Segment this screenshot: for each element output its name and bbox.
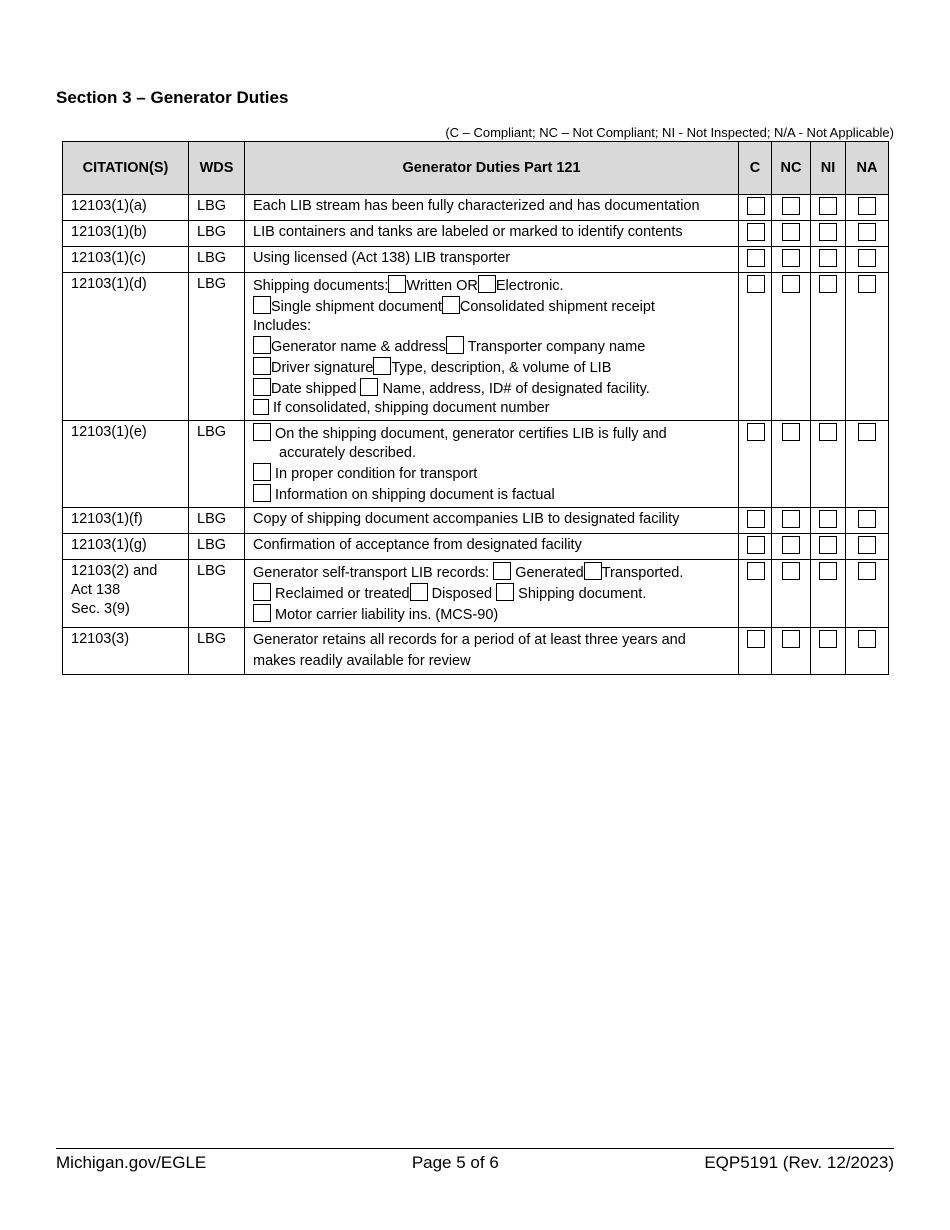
compliant-checkbox[interactable] [747,197,765,215]
compliant-checkbox[interactable] [747,536,765,554]
table-row [63,273,889,421]
electronic-label: Electronic. [495,278,564,294]
mcs90-label: Motor carrier liability ins. (MCS-90) [275,607,499,623]
duty-cell [245,421,739,508]
not-inspected-checkbox[interactable] [819,197,837,215]
header-citations: CITATION(S) [63,142,189,195]
duty-cell: Generator retains all records for a period of at least three years and makes readily available for review [245,628,739,675]
header-c: C [739,142,772,195]
not-applicable-checkbox[interactable] [858,249,876,267]
header-nc: NC [772,142,811,195]
consolidated-receipt-label: Consolidated shipment receipt [459,299,655,315]
duty-cell: LIB containers and tanks are labeled or marked to identify contents [245,221,739,247]
wds-cell: LBG [189,273,245,421]
not-inspected-checkbox[interactable] [819,510,837,528]
not-applicable-checkbox[interactable] [858,510,876,528]
not-applicable-checkbox[interactable] [858,536,876,554]
citation-cell: 12103(3) [63,628,189,675]
citation-cell: 12103(1)(a) [63,195,189,221]
wds-cell: LBG [189,628,245,675]
citation-cell: 12103(1)(d) [63,273,189,421]
info-factual-checkbox[interactable] [253,484,271,502]
transporter-name-label: Transporter company name [467,339,646,355]
table-row [63,195,889,221]
wds-cell: LBG [189,560,245,628]
driver-signature-label: Driver signature [271,360,374,376]
not-applicable-checkbox[interactable] [858,630,876,648]
citation-line: Sec. 3(9) [71,601,130,617]
compliant-checkbox[interactable] [747,630,765,648]
mcs90-checkbox[interactable] [253,604,271,622]
written-checkbox[interactable] [388,275,406,293]
shipping-documents-label: Shipping documents: [253,278,389,294]
generated-label: Generated [515,565,584,581]
not-inspected-checkbox[interactable] [819,249,837,267]
not-inspected-checkbox[interactable] [819,630,837,648]
table-row [63,421,889,508]
table-row [63,221,889,247]
table-row [63,508,889,534]
not-compliant-checkbox[interactable] [782,423,800,441]
certifies-lib-label: On the shipping document, generator certifies LIB is fully and [275,426,667,442]
written-label: Written OR [406,278,478,294]
compliant-checkbox[interactable] [747,423,765,441]
reclaimed-label: Reclaimed or treated [275,586,410,602]
not-applicable-checkbox[interactable] [858,197,876,215]
type-volume-label: Type, description, & volume of LIB [391,360,612,376]
citation-cell [63,560,189,628]
wds-cell: LBG [189,247,245,273]
not-inspected-checkbox[interactable] [819,275,837,293]
compliant-checkbox[interactable] [747,249,765,267]
designated-facility-checkbox[interactable] [360,378,378,396]
shipping-document-label: Shipping document. [518,586,647,602]
not-inspected-checkbox[interactable] [819,562,837,580]
duty-cell: Confirmation of acceptance from designated facility [245,534,739,560]
not-compliant-checkbox[interactable] [782,630,800,648]
section-title: Section 3 – Generator Duties [56,88,289,107]
wds-cell: LBG [189,195,245,221]
citation-cell: 12103(1)(c) [63,247,189,273]
single-shipment-checkbox[interactable] [253,296,271,314]
header-ni: NI [811,142,846,195]
generator-duties-table [62,141,889,675]
wds-cell: LBG [189,534,245,560]
generator-name-label: Generator name & address [271,339,446,355]
not-compliant-checkbox[interactable] [782,197,800,215]
not-compliant-checkbox[interactable] [782,562,800,580]
duty-cell: Copy of shipping document accompanies LIB to designated facility [245,508,739,534]
not-inspected-checkbox[interactable] [819,536,837,554]
compliant-checkbox[interactable] [747,510,765,528]
single-shipment-label: Single shipment document [271,299,442,315]
table-row [63,560,889,628]
footer-website: Michigan.gov/EGLE [56,1153,207,1172]
proper-condition-label: In proper condition for transport [275,466,478,482]
duty-cell: Using licensed (Act 138) LIB transporter [245,247,739,273]
consolidated-number-label: If consolidated, shipping document number [273,400,550,416]
not-compliant-checkbox[interactable] [782,536,800,554]
info-factual-label: Information on shipping document is factual [275,487,555,503]
citation-cell: 12103(1)(b) [63,221,189,247]
citation-cell: 12103(1)(f) [63,508,189,534]
duty-cell: Each LIB stream has been fully characterized and has documentation [245,195,739,221]
consolidated-receipt-checkbox[interactable] [442,296,460,314]
not-compliant-checkbox[interactable] [782,223,800,241]
not-applicable-checkbox[interactable] [858,223,876,241]
type-volume-checkbox[interactable] [373,357,391,375]
certifies-lib-label-cont: accurately described. [279,445,417,461]
not-inspected-checkbox[interactable] [819,223,837,241]
compliance-legend: (C – Compliant; NC – Not Compliant; NI - Not Inspected; N/A - Not Applicable) [445,125,894,140]
not-applicable-checkbox[interactable] [858,423,876,441]
wds-cell: LBG [189,508,245,534]
proper-condition-checkbox[interactable] [253,463,271,481]
not-compliant-checkbox[interactable] [782,249,800,267]
page-footer [56,1148,894,1173]
disposed-checkbox[interactable] [410,583,428,601]
table-row [63,247,889,273]
not-compliant-checkbox[interactable] [782,275,800,293]
certifies-lib-checkbox[interactable] [253,423,271,441]
citation-line: Act 138 [71,582,121,598]
table-header-row [63,142,889,195]
transported-label: Transported. [601,565,684,581]
disposed-label: Disposed [431,586,493,602]
not-applicable-checkbox[interactable] [858,562,876,580]
reclaimed-checkbox[interactable] [253,583,271,601]
compliant-checkbox[interactable] [747,275,765,293]
consolidated-number-checkbox[interactable] [253,399,269,415]
date-shipped-label: Date shipped [271,381,357,397]
header-wds: WDS [189,142,245,195]
not-applicable-checkbox[interactable] [858,275,876,293]
generator-name-checkbox[interactable] [253,336,271,354]
compliant-checkbox[interactable] [747,223,765,241]
self-transport-label: Generator self-transport LIB records: [253,565,490,581]
table-row [63,534,889,560]
generated-checkbox[interactable] [493,562,511,580]
header-na: NA [846,142,889,195]
transporter-name-checkbox[interactable] [446,336,464,354]
header-duties: Generator Duties Part 121 [245,142,739,195]
footer-page-number: Page 5 of 6 [411,1153,499,1172]
not-compliant-checkbox[interactable] [782,510,800,528]
shipping-document-checkbox[interactable] [496,583,514,601]
transported-checkbox[interactable] [584,562,602,580]
wds-cell: LBG [189,421,245,508]
footer-form-id: EQP5191 (Rev. 12/2023) [704,1153,894,1172]
date-shipped-checkbox[interactable] [253,378,271,396]
citation-cell: 12103(1)(e) [63,421,189,508]
electronic-checkbox[interactable] [478,275,496,293]
duty-cell [245,273,739,421]
designated-facility-label: Name, address, ID# of designated facility. [382,381,650,397]
citation-cell: 12103(1)(g) [63,534,189,560]
includes-label: Includes: [253,318,312,334]
citation-line: 12103(2) and [71,563,158,579]
not-inspected-checkbox[interactable] [819,423,837,441]
table-row [63,628,889,675]
compliant-checkbox[interactable] [747,562,765,580]
duty-cell [245,560,739,628]
driver-signature-checkbox[interactable] [253,357,271,375]
wds-cell: LBG [189,221,245,247]
